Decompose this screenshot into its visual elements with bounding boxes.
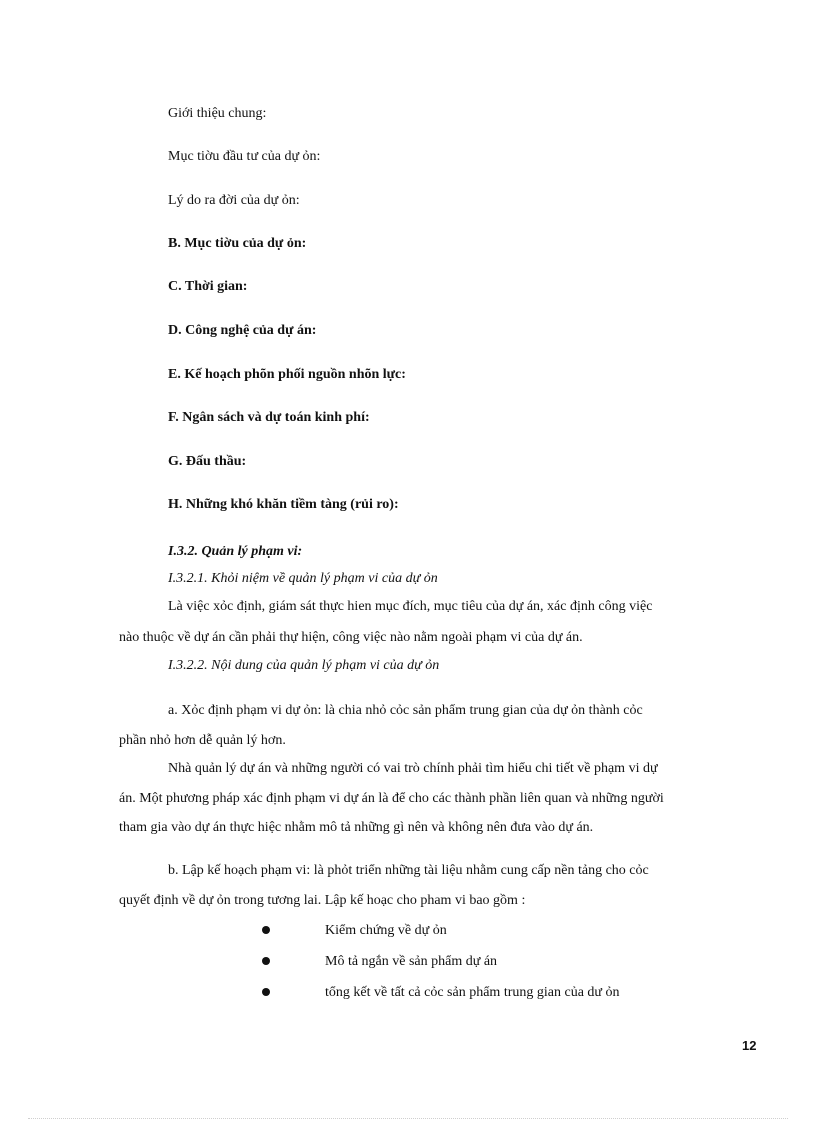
heading-muc-tieu-dau-tu: Mục tiờu đầu tư của dự ỏn: [168,149,321,164]
bullet-dot-icon [262,957,270,965]
bullet-item-3: tổng kết về tất cả cỏc sản phẩm trung gian của dư ỏn [325,985,620,1000]
subsection-1-title: I.3.2.1. Khỏi niệm về quản lý phạm vi của dự ỏn [168,571,438,586]
heading-d-cong-nghe: D. Công nghệ của dự án: [168,323,317,338]
heading-c-thoi-gian: C. Thời gian: [168,279,248,294]
heading-b-muc-tieu: B. Mục tiờu của dự ỏn: [168,236,307,251]
footer-divider [28,1118,788,1119]
bullet-dot-icon [262,988,270,996]
heading-h-kho-khan: H. Những khó khăn tiềm tàng (rủi ro): [168,497,399,512]
heading-e-ke-hoach: E. Kế hoạch phõn phối nguồn nhõn lực: [168,367,406,382]
paragraph-b-line-1: b. Lập kế hoạch phạm vi: là phỏt triển những tài liệu nhằm cung cấp nền tảng cho cỏc [168,863,649,878]
heading-g-dau-thau: G. Đấu thầu: [168,454,247,469]
section-title: I.3.2. Quản lý phạm vi: [168,544,303,559]
paragraph-1-line-1: Là việc xỏc định, giám sát thực hien mục đích, mục tiêu của dự án, xác định công việc [168,599,653,614]
heading-f-ngan-sach: F. Ngân sách và dự toán kinh phí: [168,410,370,425]
paragraph-a-line-2: phần nhỏ hơn dễ quản lý hơn. [119,733,286,748]
paragraph-1-line-2: nào thuộc về dự án cần phải thự hiện, công việc nào nằm ngoài phạm vi của dự án. [119,630,583,645]
bullet-item-1: Kiểm chứng về dự ỏn [325,923,447,938]
page-number: 12 [742,1038,757,1053]
bullet-item-2: Mô tả ngắn về sản phẩm dự án [325,954,498,969]
paragraph-2-line-3: tham gia vào dự án thực hiệc nhằm mô tả những gì nên và không nên đưa vào dự án. [119,820,594,835]
subsection-2-title: I.3.2.2. Nội dung của quản lý phạm vi của dự ỏn [168,658,440,673]
paragraph-2-line-1: Nhà quản lý dự án và những người có vai trò chính phải tìm hiểu chi tiết về phạm vi dự [168,761,658,776]
bullet-dot-icon [262,926,270,934]
heading-ly-do-ra-doi: Lý do ra đời của dự ỏn: [168,193,300,208]
paragraph-2-line-2: án. Một phương pháp xác định phạm vi dự án là để cho các thành phần liên quan và những người [119,791,664,806]
paragraph-b-line-2: quyết định về dự ỏn trong tương lai. Lập kế hoạc cho pham vi bao gồm : [119,893,526,908]
paragraph-a-line-1: a. Xỏc định phạm vi dự ỏn: là chia nhỏ cỏc sản phẩm trung gian của dự ỏn thành cỏc [168,703,643,718]
heading-gioi-thieu-chung: Giới thiệu chung: [168,106,267,121]
